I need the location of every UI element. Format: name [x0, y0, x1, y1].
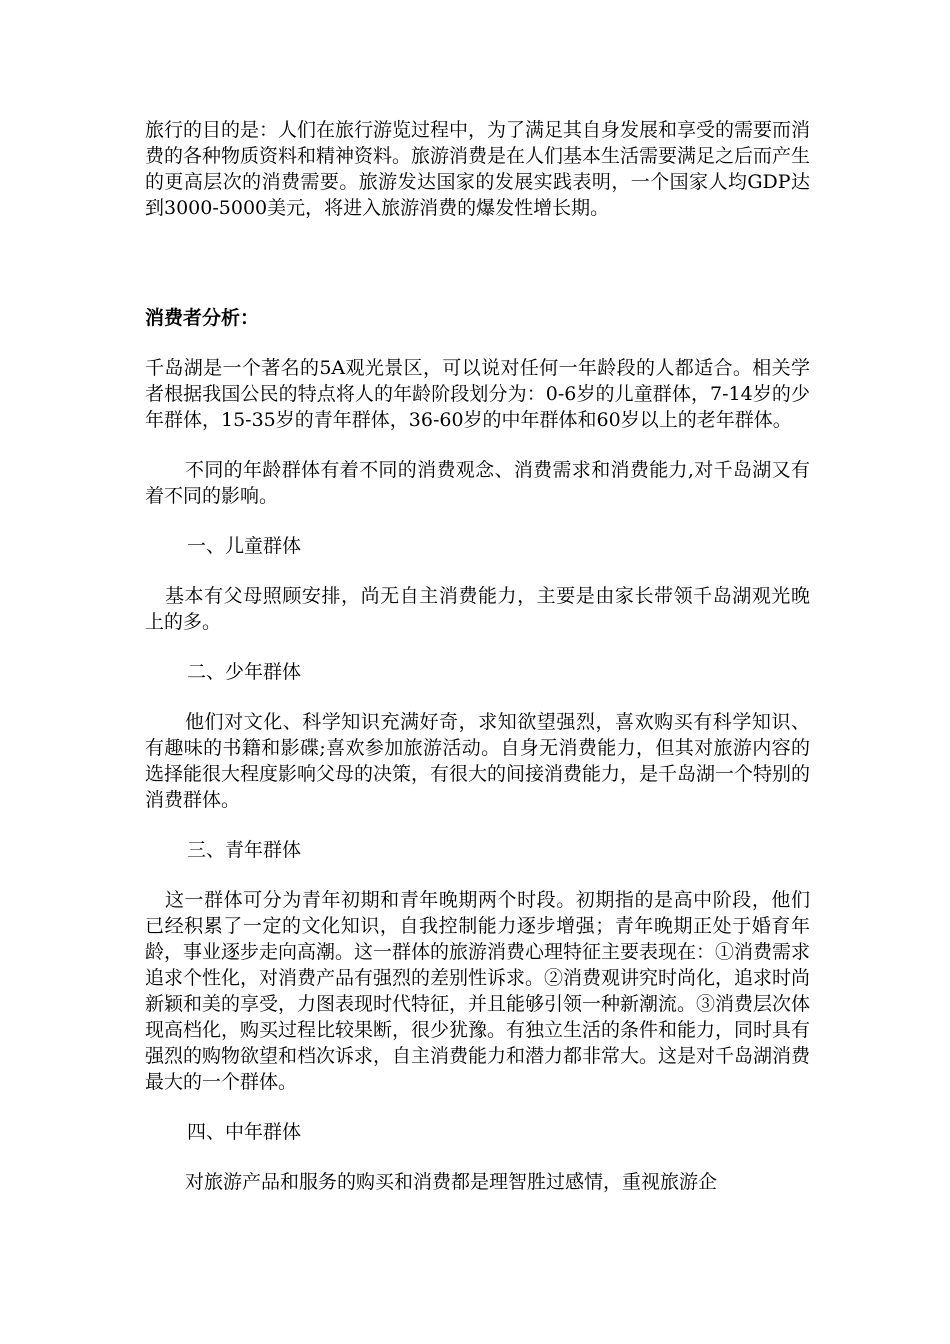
paragraph-groups: 不同的年龄群体有着不同的消费观念、消费需求和消费能力,对千岛湖又有着不同的影响。: [145, 459, 810, 507]
subsection-body-children: 基本有父母照顾安排，尚无自主消费能力，主要是由家长带领千岛湖观光晚上的多。: [145, 585, 810, 633]
subsection-body-juveniles: 他们对文化、科学知识充满好奇，求知欲望强烈，喜欢购买有科学知识、有趣味的书籍和影碟;喜欢参加旅游活动。自身无消费能力，但其对旅游内容的选择能很大程度影响父母的决策，有很大的间接消费能力，是千岛湖一个特别的消费群体。: [145, 711, 811, 811]
subsection-body-youth: 这一群体可分为青年初期和青年晚期两个时段。初期指的是高中阶段，他们已经积累了一定的文化知识，自我控制能力逐步增强；青年晚期正处于婚育年龄，事业逐步走向高潮。这一群体的旅游消费心理特征主要表现在：①消费需求追求个性化，对消费产品有强烈的差别性诉求。②消费观讲究时尚化，追求时尚新颖和美的享受，力图表现时代特征，并且能够引领一种新潮流。③消费层次体现高档化，购买过程比较果断，很少犹豫。有独立生活的条件和能力，同时具有强烈的购物欲望和档次诉求，自主消费能力和潜力都非常大。这是对千岛湖消费最大的一个群体。: [145, 889, 811, 1093]
subsection-body-middle-aged: 对旅游产品和服务的购买和消费都是理智胜过感情，重视旅游企: [185, 1171, 718, 1193]
subsection-title-middle-aged: 四、中年群体: [187, 1121, 302, 1143]
document-page: [145, 117, 810, 1195]
section-heading: 消费者分析：: [145, 307, 260, 329]
paragraph-overview: 千岛湖是一个著名的5A观光景区，可以说对任何一年龄段的人都适合。相关学者根据我国公民的特点将人的年龄阶段划分为：0-6岁的儿童群体，7-14岁的少年群体，15-35岁的青年群体，36-60岁的中年群体和60岁以上的老年群体。: [145, 357, 810, 431]
subsection-title-children: 一、儿童群体: [187, 535, 302, 557]
subsection-title-youth: 三、青年群体: [187, 839, 302, 861]
subsection-title-juveniles: 二、少年群体: [187, 661, 302, 683]
intro-paragraph: 旅行的目的是：人们在旅行游览过程中，为了满足其自身发展和享受的需要而消费的各种物质资料和精神资料。旅游消费是在人们基本生活需要满足之后而产生的更高层次的消费需要。旅游发达国家的发展实践表明，一个国家人均GDP达到3000-5000美元，将进入旅游消费的爆发性增长期。: [145, 119, 811, 219]
